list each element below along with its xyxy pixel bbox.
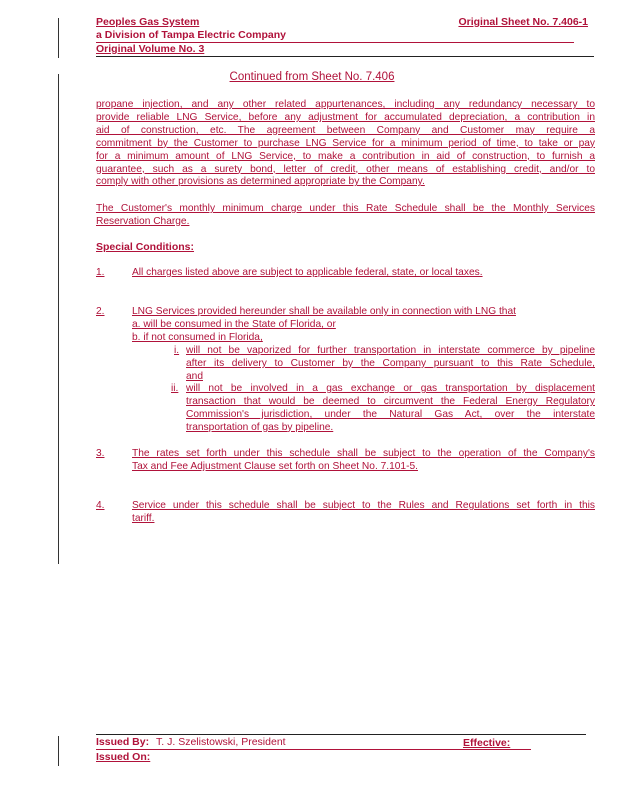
cond4-line: tariff. bbox=[132, 512, 155, 524]
para2-line: Reservation Charge. bbox=[96, 215, 190, 227]
footer-top-rule bbox=[96, 734, 586, 735]
para1-line: propane injection, and any other related appurtenances, including any redundancy necessary to bbox=[96, 99, 595, 110]
cond2-ii-line: transportation of gas by pipeline. bbox=[186, 421, 334, 433]
cond4-line: Service under this schedule shall be subject to the Rules and Regulations set forth in this bbox=[132, 500, 595, 511]
paragraph-agreement bbox=[96, 99, 595, 189]
para1-line: comply with other provisions as determined appropriate by the Company. bbox=[96, 176, 425, 188]
cond3-line: Tax and Fee Adjustment Clause set forth on Sheet No. 7.101-5. bbox=[132, 460, 418, 472]
para1-line: commitment by the Customer to purchase LNG Service for a minimum period of time, to take or pay bbox=[96, 137, 595, 149]
condition-1-text: All charges listed above are subject to applicable federal, state, or local taxes. bbox=[132, 267, 483, 278]
condition-2-number: 2. bbox=[96, 306, 105, 317]
issued-by-label: Issued By: bbox=[96, 736, 150, 748]
para2-line: The Customer's monthly minimum charge under this Rate Schedule shall be the Monthly Services bbox=[96, 203, 595, 214]
footer-issued-on-label: Issued On: bbox=[96, 751, 151, 763]
cond3-line: The rates set forth under this schedule shall be subject to the operation of the Company's bbox=[132, 448, 595, 459]
header-volume-text: Original Volume No. 3 bbox=[96, 43, 205, 55]
header-sheet-number: Original Sheet No. 7.406-1 bbox=[458, 16, 588, 28]
revision-bar-body bbox=[58, 74, 59, 564]
paragraph-minimum-charge bbox=[96, 203, 595, 229]
condition-4-text bbox=[132, 500, 595, 526]
footer-effective-label: Effective: bbox=[463, 737, 511, 749]
condition-2b-ii-text bbox=[186, 383, 595, 435]
para1-line: aid of construction, etc. The agreement between Company and Customer may require a bbox=[96, 124, 595, 136]
revision-bar-footer bbox=[58, 736, 59, 766]
condition-2b: b. if not consumed in Florida, bbox=[132, 332, 263, 343]
cond2-ii-line: Commission's jurisdiction, under the Natural Gas Act, over the interstate bbox=[186, 408, 595, 420]
condition-2b-ii-number: ii. bbox=[171, 383, 179, 394]
cond2-i-line: will not be vaporized for further transportation in interstate commerce by pipeline bbox=[186, 345, 595, 356]
condition-2b-i-text bbox=[186, 345, 595, 384]
condition-2-text: LNG Services provided hereunder shall be available only in connection with LNG that bbox=[132, 306, 516, 317]
para1-line: provide reliable LNG Service, before any adjustment for accumulated depreciation, a contribution in bbox=[96, 111, 595, 123]
header-volume bbox=[96, 43, 594, 57]
para1-line: for a minimum amount of LNG Service, to make a contribution in aid of construction, to furnish a bbox=[96, 150, 595, 162]
condition-3-number: 3. bbox=[96, 448, 105, 459]
condition-2a: a. will be consumed in the State of Florida, or bbox=[132, 319, 336, 330]
condition-4-number: 4. bbox=[96, 500, 105, 511]
special-conditions-heading: Special Conditions: bbox=[96, 241, 195, 253]
issued-by-name: T. J. Szelistowski, President bbox=[156, 736, 286, 748]
revision-bar-top bbox=[58, 18, 59, 58]
cond2-ii-line: transaction that would be deemed to circumvent the Federal Energy Regulatory bbox=[186, 395, 595, 407]
para1-line: guarantee, such as a surety bond, letter of credit, other means of establishing credit, and/or to bbox=[96, 163, 595, 175]
condition-1-number: 1. bbox=[96, 267, 105, 278]
cond2-i-line: after its delivery to Customer by the Company pursuant to this Rate Schedule, bbox=[186, 357, 595, 369]
cond2-ii-line: will not be involved in a gas exchange or gas transportation by displacement bbox=[186, 383, 595, 394]
condition-2b-i-number: i. bbox=[174, 345, 180, 356]
header-company: Peoples Gas System bbox=[96, 16, 200, 28]
condition-3-text bbox=[132, 448, 595, 474]
header-division-text: a Division of Tampa Electric Company bbox=[96, 29, 287, 41]
cond2-i-line: and bbox=[186, 370, 203, 382]
continued-from-note: Continued from Sheet No. 7.406 bbox=[229, 71, 395, 83]
header-division bbox=[96, 29, 574, 43]
